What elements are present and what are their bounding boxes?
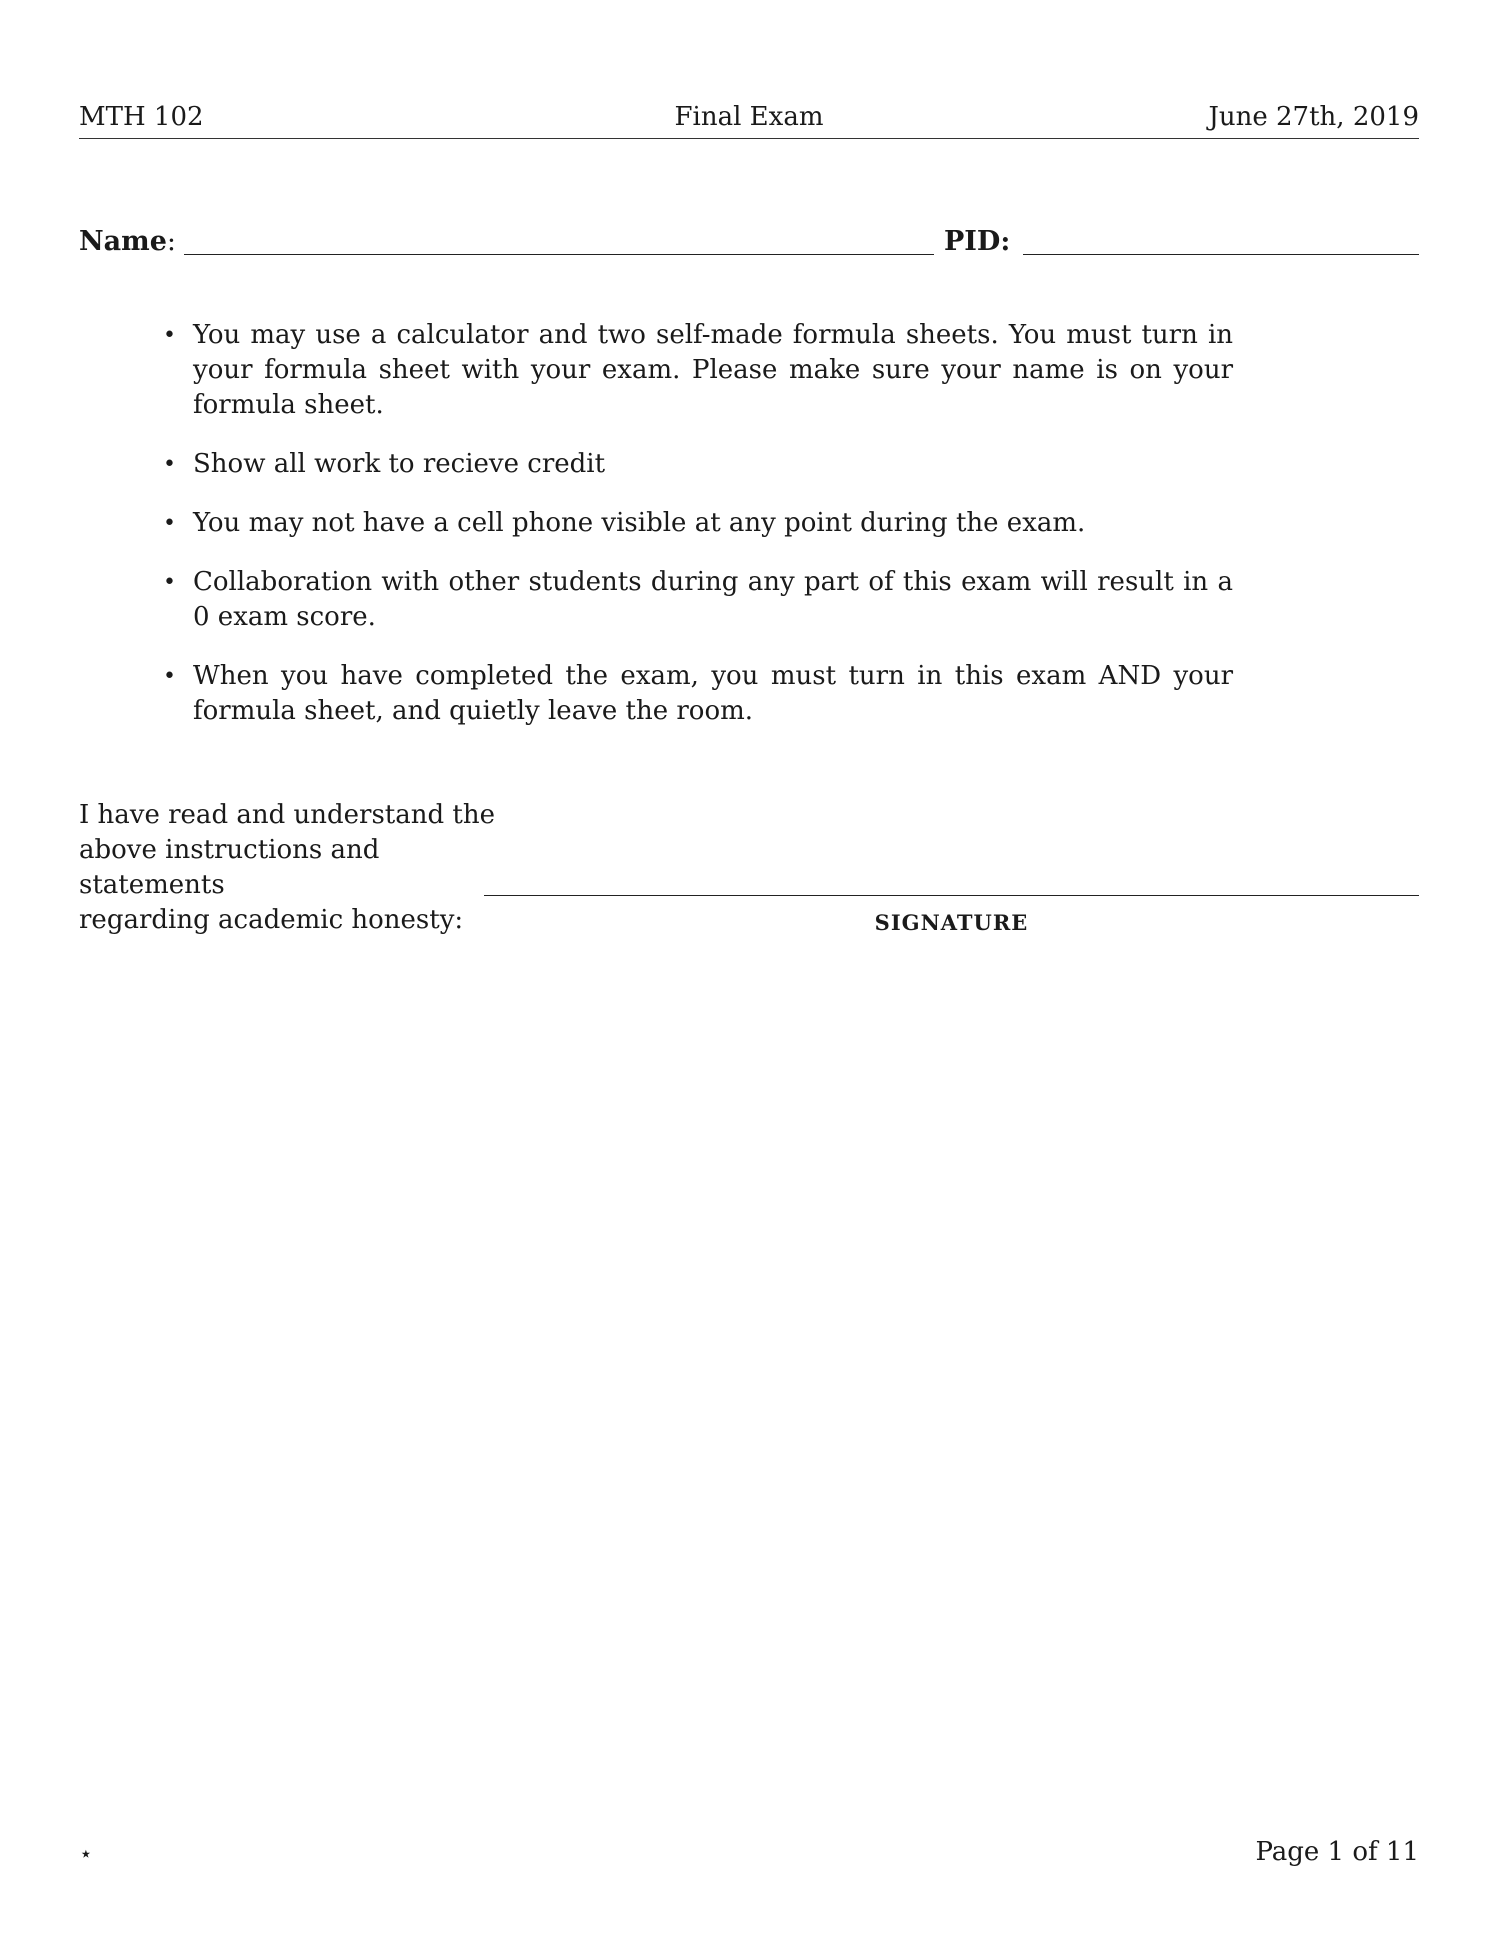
name-label-text: Name: [79, 226, 167, 257]
pid-field[interactable]: [1023, 226, 1419, 255]
name-field[interactable]: [184, 226, 934, 255]
instructions-list: [163, 318, 1233, 753]
instruction-text: You may not have a cell phone visible at any point during the exam.: [193, 508, 1086, 538]
list-item: [163, 565, 1233, 635]
honesty-line-2: above instructions and statements: [79, 835, 380, 900]
instruction-text: When you have completed the exam, you must turn in this exam AND your formula sheet, and quietly leave the room.: [193, 661, 1233, 726]
instruction-text: You may use a calculator and two self-made formula sheets. You must turn in your formula sheet with your exam. Please make sure your name is on your formula sheet.: [193, 320, 1233, 420]
bullet-icon: •: [163, 664, 176, 689]
student-info-row: [79, 226, 1419, 266]
honesty-line-1: I have read and understand the: [79, 800, 495, 830]
star-icon: ⋆: [79, 1842, 93, 1867]
honesty-line-3: regarding academic honesty:: [79, 905, 464, 935]
name-label-colon: :: [166, 226, 177, 257]
name-label: [79, 226, 176, 257]
bullet-icon: •: [163, 511, 176, 536]
list-item: [163, 659, 1233, 729]
list-item: [163, 447, 1233, 482]
bullet-icon: •: [163, 570, 176, 595]
page-number: Page 1 of 11: [1255, 1837, 1419, 1867]
instruction-text: Show all work to recieve credit: [193, 449, 606, 479]
list-item: [163, 506, 1233, 541]
course-code: MTH 102: [79, 102, 204, 132]
signature-label: SIGNATURE: [874, 910, 1029, 935]
exam-date: June 27th, 2019: [1208, 102, 1419, 132]
instruction-text: Collaboration with other students during any part of this exam will result in a 0 exam score.: [193, 567, 1233, 632]
page-header: [79, 100, 1419, 139]
exam-title: Final Exam: [674, 102, 824, 132]
list-item: [163, 318, 1233, 423]
honesty-statement: [79, 798, 499, 938]
signature-field[interactable]: [484, 895, 1419, 896]
bullet-icon: •: [163, 452, 176, 477]
pid-label: PID:: [944, 226, 1011, 257]
bullet-icon: •: [163, 323, 176, 348]
